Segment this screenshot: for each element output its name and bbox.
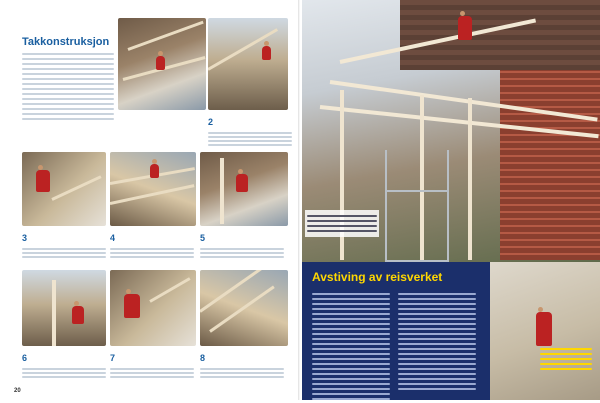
step-photo-7 xyxy=(110,270,196,346)
box-photo-caption xyxy=(540,345,592,373)
step-photo-5 xyxy=(200,152,288,226)
step-photo-6 xyxy=(22,270,106,346)
box-photo xyxy=(490,262,600,400)
step-number: 7 xyxy=(110,353,116,363)
step-number: 3 xyxy=(22,233,28,243)
step-number: 2 xyxy=(208,117,214,127)
hero-worker xyxy=(458,16,472,40)
hero-callout xyxy=(305,210,379,237)
step-caption-6 xyxy=(22,348,106,380)
step-caption-7 xyxy=(110,348,194,380)
step-caption-4 xyxy=(110,228,194,260)
step-photo-8 xyxy=(200,270,288,346)
step-number: 4 xyxy=(110,233,116,243)
step-photo-1 xyxy=(118,18,206,110)
step-photo-2 xyxy=(208,18,288,110)
step-number: 8 xyxy=(200,353,206,363)
box-column-2 xyxy=(398,290,476,393)
hero-scaffold xyxy=(385,150,449,262)
article-title: Takkonstruksjon xyxy=(22,36,110,48)
hero-brick-wall xyxy=(500,70,600,260)
step-caption-3 xyxy=(22,228,106,260)
step-caption-2 xyxy=(208,112,292,148)
step-photo-4 xyxy=(110,152,196,226)
step-number: 5 xyxy=(200,233,206,243)
hero-roof xyxy=(400,0,600,70)
box-column-1 xyxy=(312,290,390,403)
left-page xyxy=(0,0,300,400)
intro-text-block xyxy=(22,50,114,123)
step-number: 6 xyxy=(22,353,28,363)
step-caption-5 xyxy=(200,228,284,260)
hero-post xyxy=(468,98,472,260)
page-number: 20 xyxy=(14,388,21,394)
box-title: Avstiving av reisverket xyxy=(312,270,443,284)
step-photo-3 xyxy=(22,152,106,226)
step-caption-8 xyxy=(200,348,284,380)
